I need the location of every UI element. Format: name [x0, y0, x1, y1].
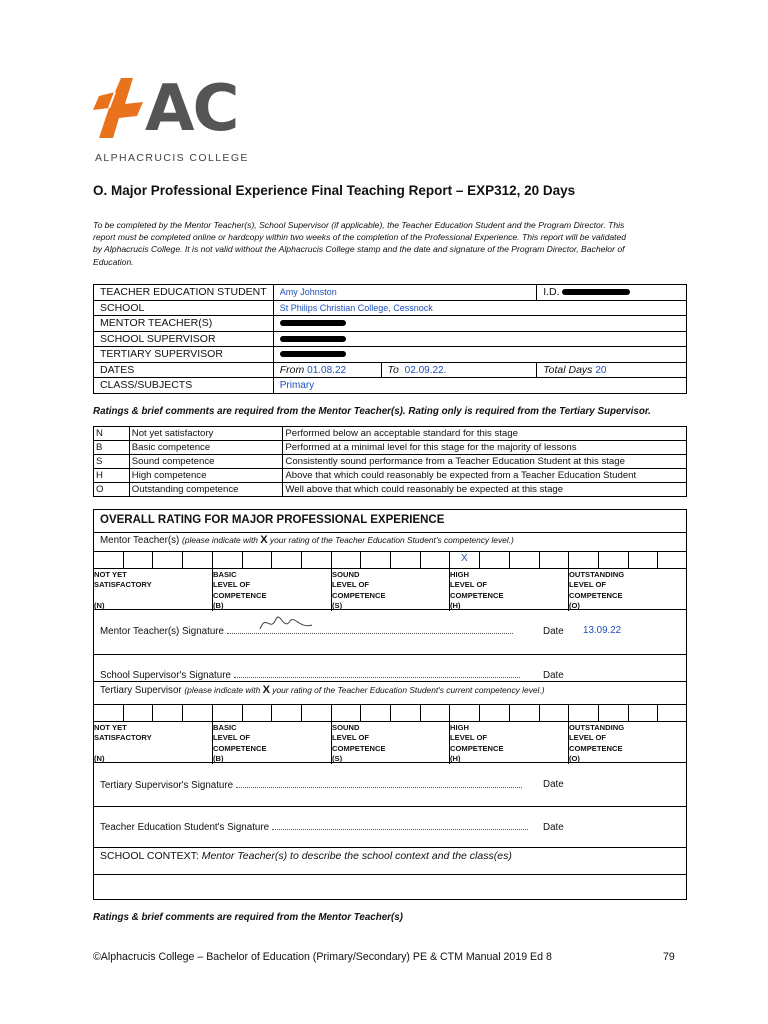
table-row — [94, 347, 687, 363]
rating-tick — [123, 552, 124, 568]
overall-heading: OVERALL RATING FOR MAJOR PROFESSIONAL EXPERIENCE — [100, 514, 445, 526]
scale-label-line: SOUND — [332, 570, 360, 579]
table-row — [94, 300, 687, 316]
mentor-signature-scribble — [256, 611, 316, 633]
table-row — [94, 331, 687, 347]
divider — [93, 847, 687, 848]
tertiary-supervisor-field[interactable] — [273, 347, 686, 363]
scale-label-line: BASIC — [213, 723, 237, 732]
tertiary-supervisor-label: TERTIARY SUPERVISOR — [94, 347, 274, 363]
college-name: ALPHACRUCIS COLLEGE — [95, 152, 249, 164]
school-supervisor-date-label: Date — [543, 670, 564, 681]
key-code: H — [94, 469, 130, 483]
scale-label-line: (S) — [332, 754, 343, 764]
scale-label-line: (B) — [213, 601, 224, 611]
mentor-rating-mark: X — [461, 553, 468, 564]
school-context-instruction: Mentor Teacher(s) to describe the school context and the class(es) — [201, 850, 512, 862]
rating-tick — [182, 552, 183, 568]
mentor-instruction-a: (please indicate with — [182, 535, 261, 545]
from-field[interactable] — [273, 362, 381, 378]
mentor-instruction — [93, 534, 514, 546]
id-label: I.D. — [543, 286, 560, 299]
school-supervisor-signature-label: School Supervisor's Signature — [100, 670, 231, 681]
key-name: Basic competence — [129, 441, 283, 455]
divider — [93, 806, 687, 807]
rating-tick — [628, 552, 629, 568]
rating-tick — [271, 705, 272, 721]
table-row — [94, 469, 687, 483]
to-value: 02.09.22. — [404, 364, 447, 376]
intro-line: Education. — [93, 256, 134, 267]
school-supervisor-signature-line[interactable] — [100, 670, 520, 681]
tertiary-signature-line[interactable] — [100, 780, 522, 791]
intro-line: by Alphacrucis College. It is not valid without the Alphacrucis College stamp and the date and signature of the Program Director, Bachelor of — [93, 244, 625, 255]
school-context-label: SCHOOL CONTEXT: — [100, 850, 202, 862]
scale-label-line: NOT YET — [94, 570, 127, 579]
school-label: SCHOOL — [94, 300, 274, 316]
class-label: CLASS/SUBJECTS — [94, 378, 274, 394]
intro-line: report must be completed online or hardcopy within two weeks of the completion of the Professional Experience. This report will be validated — [93, 232, 627, 243]
rating-tick — [479, 705, 480, 721]
rating-key-table — [93, 426, 687, 497]
rating-tick — [628, 705, 629, 721]
divider — [93, 654, 687, 655]
scale-label — [212, 569, 331, 611]
x-glyph: X — [262, 684, 270, 696]
redaction-mark — [280, 336, 346, 342]
total-days-label: Total Days — [543, 363, 593, 376]
tertiary-scale-labels — [93, 721, 687, 763]
scale-label-line: LEVEL OF — [332, 580, 369, 590]
rating-tick — [449, 552, 450, 568]
scale-label-line: COMPETENCE — [213, 590, 267, 600]
scale-label — [449, 722, 568, 764]
key-desc: Well above that which could reasonably be expected at this stage — [283, 483, 687, 497]
scale-label-line: (S) — [332, 601, 343, 611]
rating-tick — [360, 705, 361, 721]
signature-dots — [234, 670, 520, 678]
key-desc: Consistently sound performance from a Teacher Education Student at this stage — [283, 455, 687, 469]
scale-label — [568, 722, 687, 764]
scale-divider — [331, 722, 332, 764]
page-number: 79 — [663, 951, 675, 963]
school-value: St Philips Christian College, Cessnock — [279, 302, 433, 313]
key-name: Outstanding competence — [129, 483, 283, 497]
table-row — [94, 362, 687, 378]
redaction-mark — [280, 320, 346, 326]
key-name: High competence — [129, 469, 283, 483]
school-supervisor-label: SCHOOL SUPERVISOR — [94, 331, 274, 347]
scale-label-line: (H) — [450, 754, 461, 764]
table-row — [94, 441, 687, 455]
scale-label-line: NOT YET — [94, 723, 127, 732]
student-signature-label: Teacher Education Student's Signature — [100, 822, 270, 833]
rating-tick — [331, 552, 332, 568]
student-label: TEACHER EDUCATION STUDENT — [94, 285, 274, 301]
cross-emblem-icon — [93, 78, 149, 138]
total-days-value: 20 — [595, 364, 607, 376]
rating-tick — [509, 552, 510, 568]
rating-tick — [420, 552, 421, 568]
school-context-field[interactable] — [94, 875, 686, 899]
scale-label-line: HIGH — [450, 570, 469, 579]
scale-label-line: OUTSTANDING — [569, 723, 625, 732]
scale-label — [449, 569, 568, 611]
tertiary-rating-scale[interactable] — [93, 704, 687, 721]
scale-divider — [331, 569, 332, 611]
scale-label — [568, 569, 687, 611]
rating-tick — [242, 705, 243, 721]
mentor-rating-scale[interactable] — [93, 551, 687, 568]
key-desc: Performed below an acceptable standard for this stage — [283, 427, 687, 441]
scale-label — [331, 722, 450, 764]
to-label: To — [387, 363, 399, 376]
class-value: Primary — [279, 380, 315, 392]
tertiary-instruction — [93, 684, 545, 696]
scale-label-line: LEVEL OF — [213, 580, 250, 590]
dates-label: DATES — [94, 362, 274, 378]
bottom-note: Ratings & brief comments are required from the Mentor Teacher(s) — [93, 912, 403, 923]
tertiary-date-label: Date — [543, 779, 564, 790]
student-signature-line[interactable] — [100, 822, 528, 833]
table-row — [94, 378, 687, 394]
school-field[interactable] — [273, 300, 686, 316]
rating-tick — [212, 552, 213, 568]
mentor-scale-labels — [93, 568, 687, 610]
table-row — [94, 427, 687, 441]
mentor-instruction-b: your rating of the Teacher Education Student's competency level.) — [267, 535, 514, 545]
table-row — [94, 455, 687, 469]
total-days-field[interactable] — [537, 362, 687, 378]
scale-label-line: (B) — [213, 754, 224, 764]
scale-label-line: (N) — [94, 601, 105, 611]
scale-label-line: SOUND — [332, 723, 360, 732]
footer-text: ©Alphacrucis College – Bachelor of Education (Primary/Secondary) PE & CTM Manual 2019 Ed 8 — [93, 951, 552, 963]
rating-tick — [598, 705, 599, 721]
page-title: O. Major Professional Experience Final Teaching Report – EXP312, 20 Days — [93, 183, 576, 198]
key-name: Sound competence — [129, 455, 283, 469]
scale-label — [331, 569, 450, 611]
from-value: 01.08.22 — [307, 364, 347, 376]
scale-label-line: (O) — [569, 754, 580, 764]
scale-label-line: COMPETENCE — [569, 743, 623, 753]
mentor-instruction-prefix: Mentor Teacher(s) — [100, 535, 183, 546]
scale-label-line: LEVEL OF — [332, 733, 369, 743]
mentor-field[interactable] — [273, 316, 686, 332]
tertiary-instruction-prefix: Tertiary Supervisor — [100, 685, 185, 696]
table-row — [94, 483, 687, 497]
rating-tick — [657, 552, 658, 568]
key-desc: Performed at a minimal level for this stage for the majority of lessons — [283, 441, 687, 455]
rating-tick — [509, 705, 510, 721]
scale-label-line: OUTSTANDING — [569, 570, 625, 579]
rating-tick — [598, 552, 599, 568]
rating-tick — [568, 552, 569, 568]
school-supervisor-field[interactable] — [273, 331, 686, 347]
scale-label-line: COMPETENCE — [332, 590, 386, 600]
scale-label — [212, 722, 331, 764]
mentor-label: MENTOR TEACHER(S) — [94, 316, 274, 332]
rating-tick — [539, 552, 540, 568]
id-field[interactable] — [537, 285, 687, 301]
tertiary-instruction-b: your rating of the Teacher Education Student's current competency level.) — [269, 685, 545, 695]
mentor-signature-label: Mentor Teacher(s) Signature — [100, 626, 224, 637]
scale-label-line: LEVEL OF — [569, 733, 606, 743]
scale-label-line: HIGH — [450, 723, 469, 732]
rating-tick — [123, 705, 124, 721]
divider — [93, 681, 687, 682]
rating-tick — [331, 705, 332, 721]
scale-divider — [212, 569, 213, 611]
mentor-date-label: Date — [543, 626, 564, 637]
scale-label-line: LEVEL OF — [569, 580, 606, 590]
table-row — [94, 285, 687, 301]
scale-divider — [449, 722, 450, 764]
student-name-field[interactable] — [273, 285, 536, 301]
college-logo — [93, 72, 253, 146]
scale-label-line: (H) — [450, 601, 461, 611]
scale-label-line: COMPETENCE — [213, 743, 267, 753]
scale-divider — [449, 569, 450, 611]
intro-paragraph — [93, 219, 689, 268]
signature-dots — [236, 780, 522, 788]
scale-label-line: BASIC — [213, 570, 237, 579]
scale-label-line: COMPETENCE — [332, 743, 386, 753]
rating-tick — [301, 705, 302, 721]
rating-tick — [182, 705, 183, 721]
rating-tick — [301, 552, 302, 568]
scale-label-line: COMPETENCE — [569, 590, 623, 600]
rating-tick — [212, 705, 213, 721]
scale-label — [93, 722, 212, 764]
scale-label-line: SATISFACTORY — [94, 580, 152, 590]
rating-tick — [390, 705, 391, 721]
scale-label-line: LEVEL OF — [213, 733, 250, 743]
key-desc: Above that which could reasonably be expected from a Teacher Education Student — [283, 469, 687, 483]
scale-label-line: COMPETENCE — [450, 743, 504, 753]
rating-tick — [360, 552, 361, 568]
key-code: B — [94, 441, 130, 455]
scale-label-line: LEVEL OF — [450, 580, 487, 590]
key-name: Not yet satisfactory — [129, 427, 283, 441]
rating-tick — [242, 552, 243, 568]
mentor-date-value[interactable]: 13.09.22 — [583, 625, 622, 636]
from-label: From — [279, 363, 305, 376]
rating-tick — [390, 552, 391, 568]
key-code: O — [94, 483, 130, 497]
x-glyph: X — [260, 534, 268, 546]
scale-label-line: SATISFACTORY — [94, 733, 152, 743]
tertiary-signature-label: Tertiary Supervisor's Signature — [100, 780, 234, 791]
scale-label-line: LEVEL OF — [450, 733, 487, 743]
redaction-mark — [280, 351, 346, 357]
school-context-heading — [100, 850, 512, 862]
scale-label-line: (N) — [94, 754, 105, 764]
key-code: S — [94, 455, 130, 469]
key-code: N — [94, 427, 130, 441]
rating-tick — [420, 705, 421, 721]
logo-letters: AC — [145, 72, 238, 146]
to-field[interactable] — [381, 362, 537, 378]
scale-label-line: (O) — [569, 601, 580, 611]
details-table — [93, 284, 687, 394]
scale-label-line — [94, 591, 211, 601]
rating-tick — [271, 552, 272, 568]
student-date-label: Date — [543, 822, 564, 833]
signature-dots — [272, 822, 528, 830]
scale-divider — [568, 569, 569, 611]
rating-tick — [568, 705, 569, 721]
scale-label-line: COMPETENCE — [450, 590, 504, 600]
rating-tick — [657, 705, 658, 721]
scale-divider — [568, 722, 569, 764]
rating-tick — [479, 552, 480, 568]
table-row — [94, 316, 687, 332]
redaction-mark — [562, 289, 630, 295]
tertiary-instruction-a: (please indicate with — [184, 685, 263, 695]
intro-line: To be completed by the Mentor Teacher(s), School Supervisor (if applicable), the Teacher Education Student and the Program Director. This — [93, 220, 625, 230]
divider — [93, 532, 687, 533]
rating-tick — [449, 705, 450, 721]
rating-tick — [539, 705, 540, 721]
scale-label — [93, 569, 212, 611]
scale-divider — [212, 722, 213, 764]
class-field[interactable] — [273, 378, 686, 394]
rating-tick — [152, 705, 153, 721]
rating-tick — [152, 552, 153, 568]
scale-label-line — [94, 744, 211, 754]
student-name-value: Amy Johnston — [279, 287, 337, 298]
ratings-note: Ratings & brief comments are required from the Mentor Teacher(s). Rating only is required from the Tertiary Supervisor. — [93, 406, 651, 417]
